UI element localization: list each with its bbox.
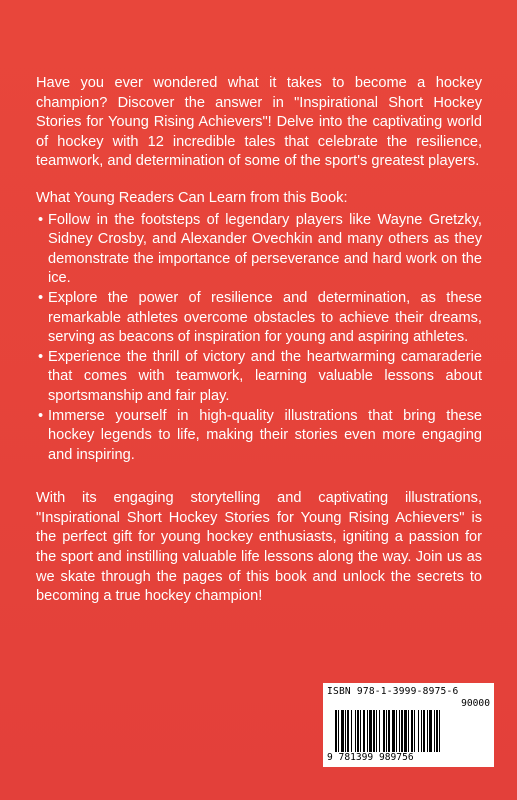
intro-paragraph: Have you ever wondered what it takes to become a hockey champion? Discover the answer in "Inspirational Short Hockey Stories for Young Rising Achievers"! Delve into the captivating world of hockey with 12 incredible tales that celebrate the resilience, teamwork, and determination of some of the sport's greatest players. (36, 75, 482, 170)
list-item-text: Explore the power of resilience and determination, as these remarkable athletes overcome obstacles to achieve their dreams, serving as beacons of inspiration for young and aspiring athletes. (48, 289, 482, 346)
list-item-text: Experience the thrill of victory and the heartwarming camaraderie that comes with teamwork, learning valuable lessons about sportsmanship and fair play. (48, 348, 482, 404)
list-item (36, 211, 482, 289)
learn-heading: What Young Readers Can Learn from this Book: (36, 189, 348, 206)
bullet-icon: • (38, 289, 44, 306)
list-item (36, 348, 482, 407)
barcode-digits: 9 781399 989756 (327, 752, 414, 763)
bullet-icon: • (38, 407, 44, 424)
list-item (36, 407, 482, 466)
list-item (36, 289, 482, 348)
closing-paragraph: With its engaging storytelling and captivating illustrations, "Inspirational Short Hockey Stories for Young Rising Achievers" is the perfect gift for young hockey enthusiasts, igniting a passion for the sport and instilling valuable life lessons along the way. Join us as we skate through the pages of this book and unlock the secrets to becoming a true hockey champion! (36, 490, 482, 605)
isbn-label: ISBN 978-1-3999-8975-6 (327, 686, 459, 697)
price-code: 90000 (461, 698, 490, 709)
isbn-barcode (323, 683, 494, 767)
bullet-icon: • (38, 211, 44, 228)
blurb-text (36, 74, 482, 607)
benefits-list (36, 211, 482, 466)
list-item-text: Follow in the footsteps of legendary players like Wayne Gretzky, Sidney Crosby, and Alexander Ovechkin and many others as they demonstrate the importance of perseverance and hard work on the ice. (48, 211, 482, 287)
list-item-text: Immerse yourself in high-quality illustrations that bring these hockey legends to life, making their stories even more engaging and inspiring. (48, 407, 482, 463)
bullet-icon: • (38, 348, 44, 365)
barcode-bars-icon (335, 710, 483, 752)
